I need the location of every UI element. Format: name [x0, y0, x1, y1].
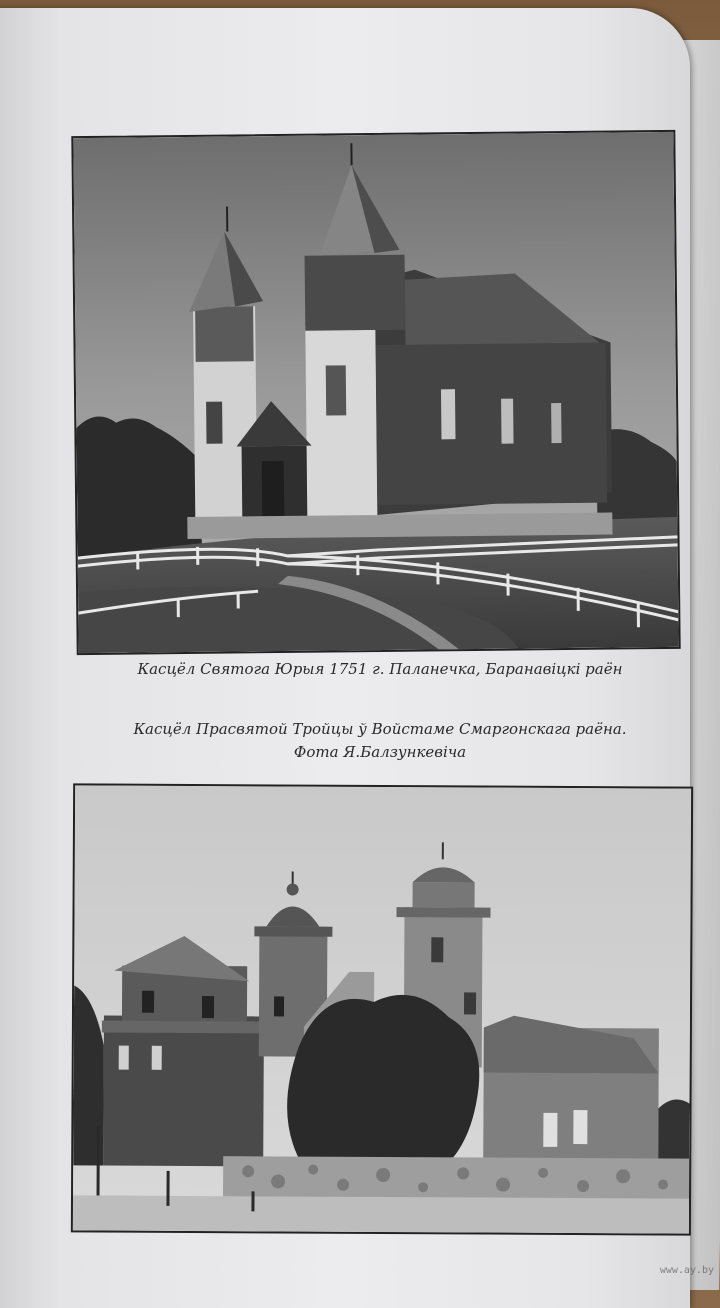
watermark: www.ay.by: [660, 1265, 714, 1276]
church-photo-top: [71, 130, 680, 655]
caption-bottom-line1: Касцёл Прасвятой Тройцы ў Войстаме Смаргонскага раёна.: [110, 720, 650, 738]
wooden-church-image: [73, 132, 678, 653]
caption-bottom-line2: Фота Я.Балзункевіча: [110, 743, 650, 761]
church-photo-bottom: [71, 783, 693, 1235]
caption-top: Касцёл Святога Юрыя 1751 г. Паланечка, Баранавіцкі раён: [120, 660, 640, 678]
stone-church-image: [73, 785, 691, 1233]
